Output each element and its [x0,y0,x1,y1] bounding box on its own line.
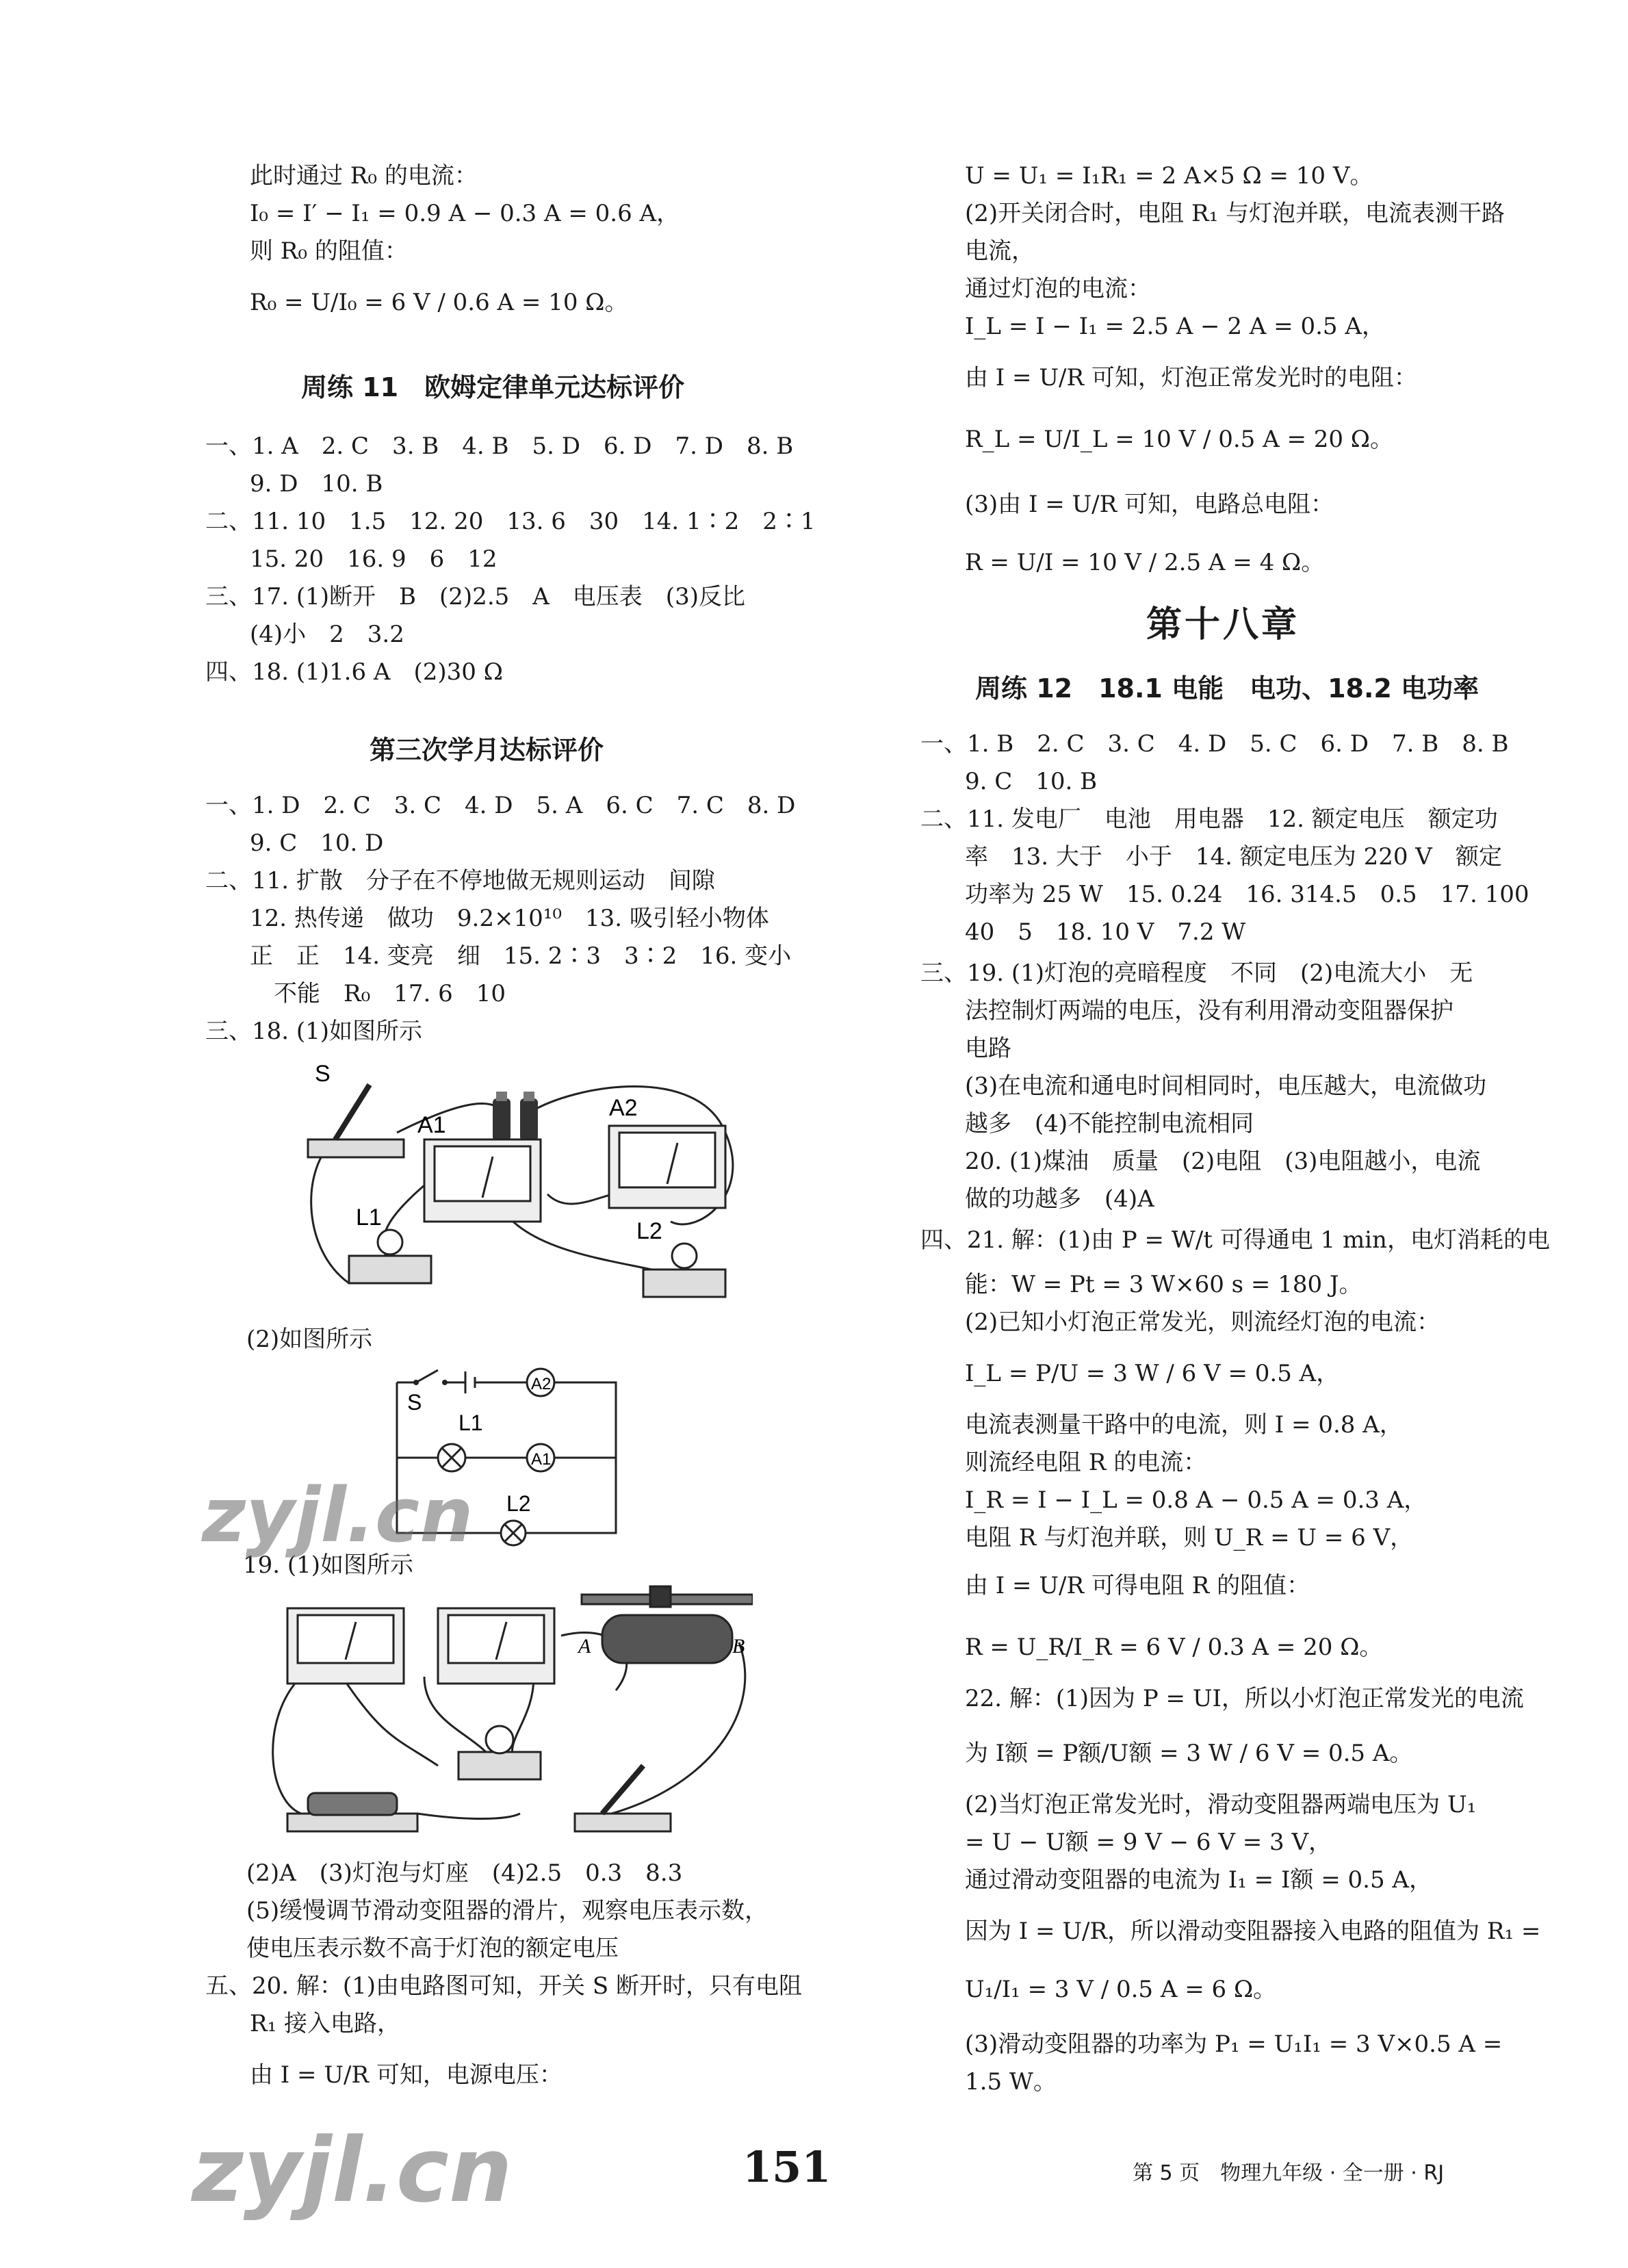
label-l1: L1 [458,1410,483,1435]
label-a2: A2 [531,1375,552,1393]
label-l2: L2 [636,1218,662,1244]
answer-line: 三、18. (1)如图所示 [205,1018,423,1045]
text-line: R = U/I = 10 V / 2.5 A = 4 Ω。 [965,549,1325,576]
answer-line: 40 5 18. 10 V 7.2 W [965,918,1246,946]
text-line: U = U₁ = I₁R₁ = 2 A×5 Ω = 10 V。 [965,162,1373,190]
label-s: S [315,1061,331,1087]
answer-line: 做的功越多 (4)A [965,1185,1154,1213]
answer-line: 通过滑动变阻器的电流为 I₁ = I额 = 0.5 A， [965,1866,1432,1894]
section-heading: 周练 11 欧姆定律单元达标评价 [301,372,685,402]
text-line: 电流， [965,237,1035,265]
answer-line: (3)在电流和通电时间相同时，电压越大，电流做功 [965,1072,1487,1100]
section-heading: 第三次学月达标评价 [370,735,604,765]
answer-line: (2)已知小灯泡正常发光，则流经灯泡的电流： [965,1309,1440,1336]
answer-line: 功率为 25 W 15. 0.24 16. 314.5 0.5 17. 100 [965,881,1529,908]
answer-line: 22. 解：(1)因为 P = UI，所以小灯泡正常发光的电流 [965,1685,1524,1712]
answer-line: 五、20. 解：(1)由电路图可知，开关 S 断开时，只有电阻 [205,1972,802,2000]
answer-line: I_L = P/U = 3 W / 6 V = 0.5 A， [965,1360,1340,1387]
answer-line: 15. 20 16. 9 6 12 [250,545,498,573]
text-line: (2)开关闭合时，电阻 R₁ 与灯泡并联，电流表测干路 [965,200,1506,227]
answer-line: 1.5 W。 [965,2068,1057,2096]
label-a1: A1 [531,1450,552,1469]
answer-line: (2)A (3)灯泡与灯座 (4)2.5 0.3 8.3 [246,1859,683,1887]
circuit-figure-1 [287,1057,753,1304]
answer-line: 电流表测量干路中的电流，则 I = 0.8 A， [965,1411,1403,1439]
chapter-title: 第十八章 [1146,604,1300,645]
answer-line: 能：W = Pt = 3 W×60 s = 180 J。 [965,1271,1362,1298]
answer-line: 19. (1)如图所示 [243,1551,414,1579]
answer-line: 9. D 10. B [250,470,383,498]
answer-line: 正 正 14. 变亮 细 15. 2∶3 3∶2 16. 变小 [250,942,792,970]
page-number: 151 [742,2142,831,2192]
label-a: A [578,1635,591,1658]
answer-line: 一、1. B 2. C 3. C 4. D 5. C 6. D 7. B 8. B [920,730,1509,758]
text-line: 则 R₀ 的阻值： [250,237,408,265]
answer-line: 电阻 R 与灯泡并联，则 U_R = U = 6 V， [965,1524,1414,1551]
text-line: (3)由 I = U/R 可知，电路总电阻： [965,491,1334,518]
answer-line: 由 I = U/R 可知，电源电压： [250,2061,563,2089]
watermark: zyjl.cn [202,1471,474,1559]
answer-line: (5)缓慢调节滑动变阻器的滑片，观察电压表示数， [246,1897,768,1924]
label-l1: L1 [356,1204,382,1230]
text-line: I_L = I − I₁ = 2.5 A − 2 A = 0.5 A， [965,313,1385,340]
answer-line: 不能 R₀ 17. 6 10 [274,980,506,1007]
answer-line: 由 I = U/R 可得电阻 R 的阻值： [965,1572,1310,1599]
answer-line: 率 13. 大于 小于 14. 额定电压为 220 V 额定 [965,843,1502,871]
answer-line: 三、19. (1)灯泡的亮暗程度 不同 (2)电流大小 无 [920,959,1473,987]
answer-line: 使电压表示数不高于灯泡的额定电压 [246,1935,619,1962]
answer-line: U₁/I₁ = 3 V / 0.5 A = 6 Ω。 [965,1976,1277,2003]
answer-line: 电路 [965,1035,1011,1062]
answer-line: 二、11. 10 1.5 12. 20 13. 6 30 14. 1∶2 2∶1 [205,508,816,535]
label-l2: L2 [506,1491,531,1516]
answer-line: (2)当灯泡正常发光时，滑动变阻器两端电压为 U₁ [965,1791,1477,1818]
section-heading: 周练 12 18.1 电能 电功、18.2 电功率 [975,673,1480,704]
answer-line: 因为 I = U/R，所以滑动变阻器接入电路的阻值为 R₁ = [965,1918,1541,1945]
answer-line: I_R = I − I_L = 0.8 A − 0.5 A = 0.3 A， [965,1486,1427,1514]
answer-line: R₁ 接入电路， [250,2010,401,2037]
answer-line: 12. 热传递 做功 9.2×10¹⁰ 13. 吸引轻小物体 [250,905,769,932]
text-line: R_L = U/I_L = 10 V / 0.5 A = 20 Ω。 [965,426,1393,453]
answer-line: 为 I额 = P额/U额 = 3 W / 6 V = 0.5 A。 [965,1740,1413,1767]
circuit-figure-3 [260,1581,753,1841]
answer-line: 法控制灯两端的电压，没有利用滑动变阻器保护 [965,997,1453,1025]
watermark: zyjl.cn [192,2118,513,2222]
text-line: 此时通过 R₀ 的电流： [250,162,478,190]
text-line: 通过灯泡的电流： [965,275,1151,302]
answer-line: (4)小 2 3.2 [250,621,404,648]
answer-line: 则流经电阻 R 的电流： [965,1449,1207,1476]
answer-line: 20. (1)煤油 质量 (2)电阻 (3)电阻越小，电流 [965,1148,1481,1175]
answer-line: R = U_R/I_R = 6 V / 0.3 A = 20 Ω。 [965,1634,1383,1661]
answer-line: 四、18. (1)1.6 A (2)30 Ω [205,658,503,686]
answer-line: 越多 (4)不能控制电流相同 [965,1110,1254,1137]
text-line: I₀ = I′ − I₁ = 0.9 A − 0.3 A = 0.6 A， [250,200,680,227]
answer-line: (3)滑动变阻器的功率为 P₁ = U₁I₁ = 3 V×0.5 A = [965,2031,1503,2058]
answer-line: 9. C 10. B [965,768,1098,795]
label-a2: A2 [609,1095,638,1121]
answer-line: 一、1. A 2. C 3. B 4. B 5. D 6. D 7. D 8. B [205,433,794,460]
text-line: R₀ = U/I₀ = 6 V / 0.6 A = 10 Ω。 [250,289,628,316]
page-footer: 第 5 页 物理九年级 · 全一册 · RJ [1133,2161,1445,2185]
label-s: S [407,1390,422,1415]
answer-line: 二、11. 发电厂 电池 用电器 12. 额定电压 额定功 [920,806,1498,833]
answer-line: 一、1. D 2. C 3. C 4. D 5. A 6. C 7. C 8. D [205,792,796,819]
label-a1: A1 [417,1112,446,1138]
answer-line: 四、21. 解：(1)由 P = W/t 可得通电 1 min，电灯消耗的电 [920,1226,1550,1254]
text-line: 由 I = U/R 可知，灯泡正常发光时的电阻： [965,364,1417,391]
answer-line: 二、11. 扩散 分子在不停地做无规则运动 间隙 [205,867,715,894]
answer-line: 9. C 10. D [250,829,384,857]
figure-caption: (2)如图所示 [246,1326,373,1353]
answer-line: 三、17. (1)断开 B (2)2.5 A 电压表 (3)反比 [205,583,745,610]
answer-line: = U − U额 = 9 V − 6 V = 3 V， [965,1829,1332,1856]
label-b: B [732,1635,745,1658]
